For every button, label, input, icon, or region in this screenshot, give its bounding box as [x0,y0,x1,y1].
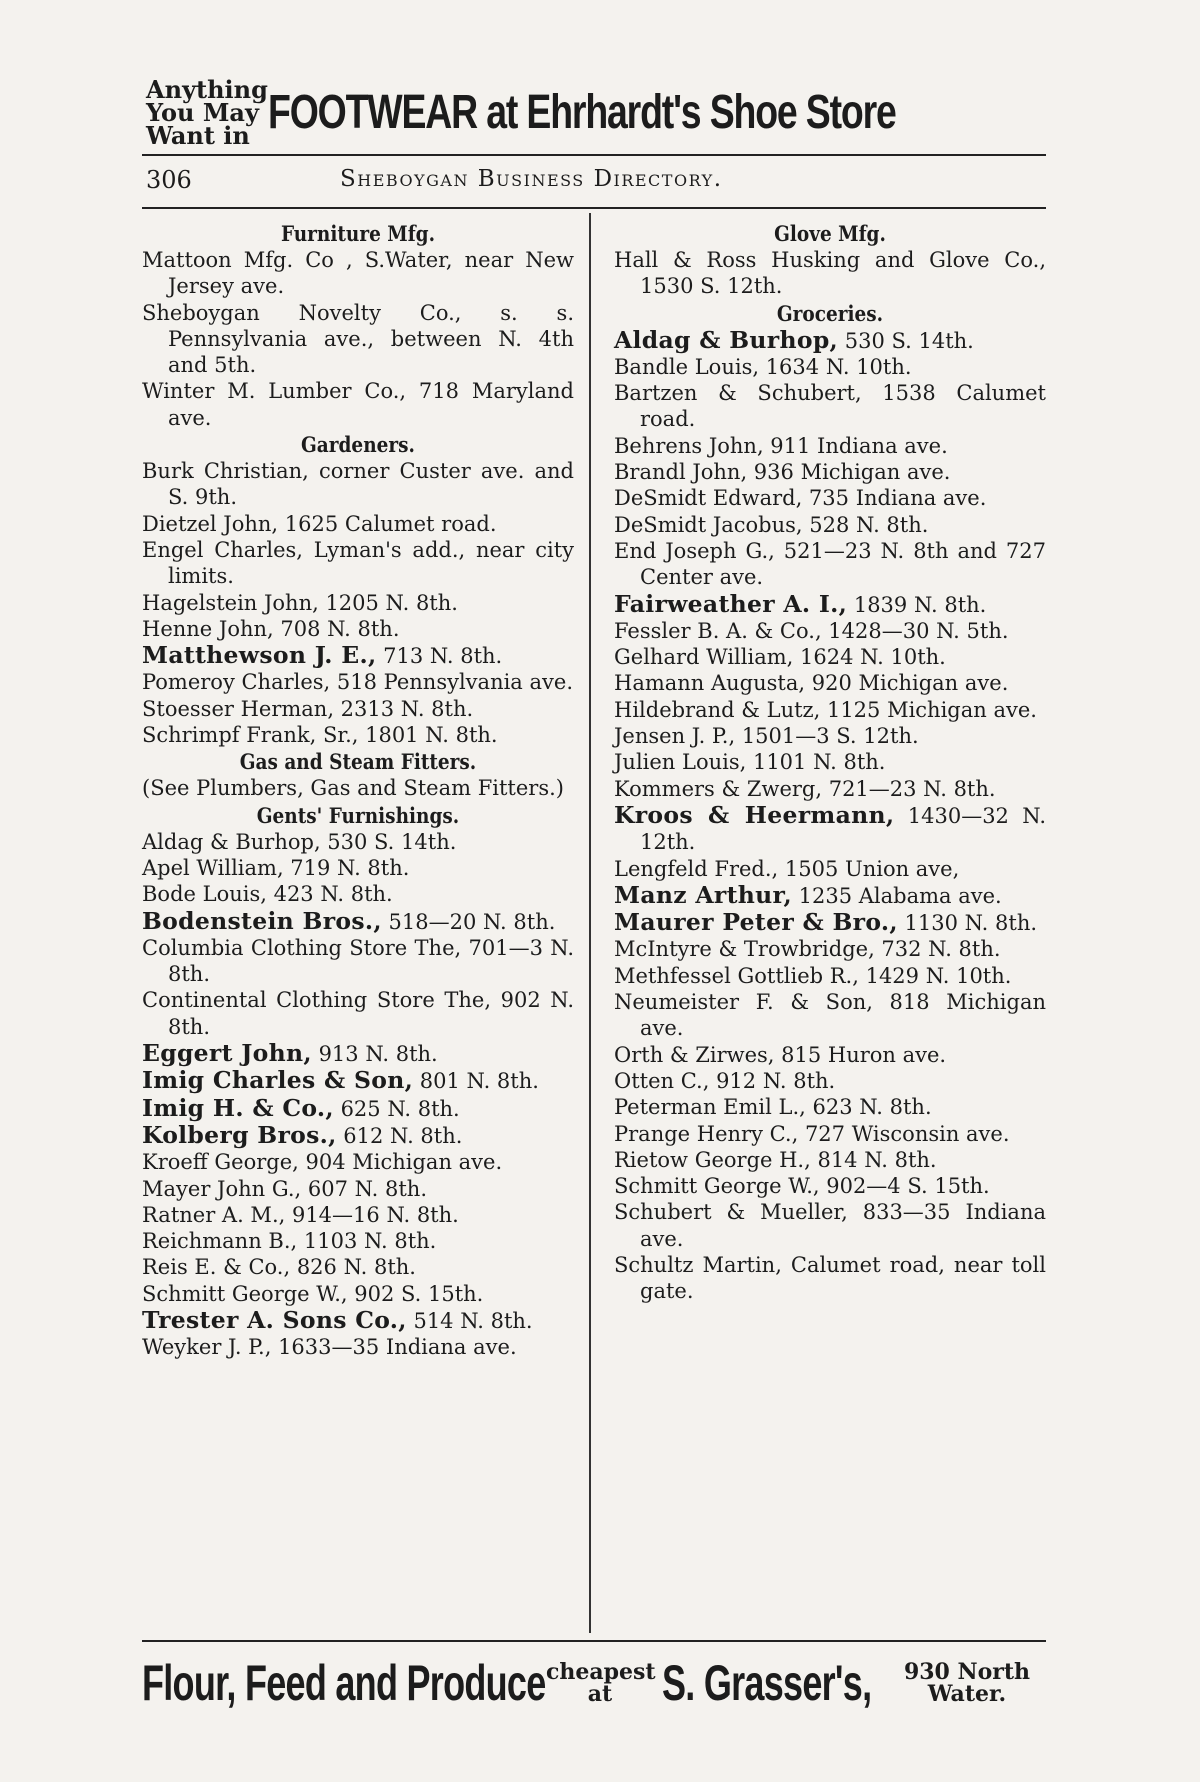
bottom-ad-address: 930 North Water. [903,1659,1031,1707]
directory-entry [614,1147,1046,1173]
directory-entry [614,1068,1046,1094]
top-ad-lead: Anything You May Want in [146,74,268,150]
directory-entry [142,829,574,855]
entry-name: Bartzen & Schubert, 1538 Calumet road. [614,381,1046,432]
directory-entry [614,1042,1046,1068]
directory-entry [142,908,574,935]
entry-name: Hamann Augusta, 920 Michigan ave. [614,671,1009,696]
entry-name: Eggert John, [142,1039,312,1068]
directory-entry [142,1281,574,1307]
entry-name: DeSmidt Jacobus, 528 N. 8th. [614,512,929,537]
entry-address: 514 N. 8th. [406,1308,533,1333]
entry-address: 1430—32 N. 12th. [640,803,1046,855]
top-ad-headline: FOOTWEAR at Ehrhardt's Shoe Store [267,85,896,139]
entry-address: 1839 N. 8th. [847,592,987,617]
directory-entry [614,802,1046,856]
entry-name: Mayer John G., 607 N. 8th. [142,1176,428,1201]
entry-name: Hall & Ross Husking and Glove Co., 1530 S. 12th. [614,248,1046,299]
directory-entry [142,616,574,642]
bottom-ad-name: S. Grasser's, [662,1655,872,1711]
entry-name: Methfessel Gottlieb R., 1429 N. 10th. [614,963,1012,988]
entry-name: Henne John, 708 N. 8th. [142,616,400,641]
directory-entry [142,300,574,379]
entry-address: 1235 Alabama ave. [791,883,1002,908]
entry-name: Apel William, 719 N. 8th. [142,855,410,880]
entry-name: Gelhard William, 1624 N. 10th. [614,645,946,670]
page-title: Sheboygan Business Directory. [340,166,723,192]
entry-name: Maurer Peter & Bro., [614,908,898,937]
directory-entry [614,1252,1046,1305]
entry-address: 713 N. 8th. [376,644,503,669]
directory-entry [614,459,1046,485]
entry-name: Imig Charles & Son, [142,1066,414,1095]
directory-entry [614,776,1046,802]
entry-name: Hildebrand & Lutz, 1125 Michigan ave. [614,697,1037,722]
directory-entry [614,538,1046,591]
entry-name: Hagelstein John, 1205 N. 8th. [142,590,458,615]
directory-entry [142,1254,574,1280]
entry-address: 518—20 N. 8th. [381,909,556,934]
entry-name: Bandle Louis, 1634 N. 10th. [614,354,912,379]
directory-entry [614,644,1046,670]
bottom-ad-middle: cheapest at [546,1659,656,1707]
entry-name: DeSmidt Edward, 735 Indiana ave. [614,486,987,511]
directory-entry [142,881,574,907]
directory-entry [142,590,574,616]
category-heading: Gas and Steam Fitters. [239,749,477,775]
entry-name: Behrens John, 911 Indiana ave. [614,433,948,458]
entry-name: Aldag & Burhop, 530 S. 14th. [142,829,457,854]
entry-name: Imig H. & Co., [142,1093,334,1122]
entry-name: Aldag & Burhop, [614,325,839,354]
directory-entry [614,909,1046,936]
entry-name: Ratner A. M., 914—16 N. 8th. [142,1202,459,1227]
directory-entry [614,856,1046,882]
entry-name: Bode Louis, 423 N. 8th. [142,882,393,907]
directory-entry [142,642,574,669]
directory-entry [142,247,574,300]
directory-entry [142,987,574,1040]
category-heading: Furniture Mfg. [280,221,436,246]
left-column [142,220,574,1361]
entry-name: Neumeister F. & Son, 818 Michigan ave. [614,990,1046,1041]
entry-name: (See Plumbers, Gas and Steam Fitters.) [142,776,564,801]
entry-name: Julien Louis, 1101 N. 8th. [614,750,886,775]
entry-name: Fairweather A. I., [614,589,848,618]
top-ad-rule [142,154,1046,156]
entry-name: Schrimpf Frank, Sr., 1801 N. 8th. [142,723,498,748]
directory-entry [142,511,574,537]
entry-name: End Joseph G., 521—23 N. 8th and 727 Center ave. [614,538,1046,590]
category-heading: Groceries. [776,300,884,326]
directory-entry [142,1122,574,1149]
directory-entry [142,537,574,590]
directory-entry [142,722,574,748]
entry-name: Reis E. & Co., 826 N. 8th. [142,1255,416,1280]
entry-name: Pomeroy Charles, 518 Pennsylvania ave. [142,670,573,695]
entry-name: Brandl John, 936 Michigan ave. [614,460,951,485]
directory-entry [614,591,1046,618]
entry-address: 801 N. 8th. [413,1069,539,1094]
category-heading: Gardeners. [301,432,415,458]
entry-name: Schultz Martin, Calumet road, near toll gate. [614,1252,1046,1304]
directory-entry [614,936,1046,962]
entry-name: Bodenstein Bros., [142,906,382,935]
entry-name: Schubert & Mueller, 833—35 Indiana ave. [614,1200,1046,1251]
entry-address: 530 S. 14th. [838,328,974,353]
page-number: 306 [146,166,192,194]
entry-name: Lengfeld Fred., 1505 Union ave, [614,856,960,881]
directory-entry [614,670,1046,696]
directory-entry [614,380,1046,433]
bottom-ad-headline: Flour, Feed and Produce [142,1655,546,1711]
entry-name: Schmitt George W., 902—4 S. 15th. [614,1174,990,1199]
right-column [614,220,1046,1305]
bottom-ad-rule [142,1640,1046,1642]
entry-name: Jensen J. P., 1501—3 S. 12th. [614,724,919,749]
entry-name: Peterman Emil L., 623 N. 8th. [614,1095,932,1120]
entry-name: Orth & Zirwes, 815 Huron ave. [614,1042,947,1067]
directory-entry [142,1095,574,1122]
directory-entry [142,696,574,722]
directory-entry [142,855,574,881]
entry-name: Continental Clothing Store The, 902 N. 8th. [142,988,574,1039]
entry-name: Prange Henry C., 727 Wisconsin ave. [614,1121,1010,1146]
entry-name: Columbia Clothing Store The, 701—3 N. 8th. [142,935,574,987]
directory-entry [614,1173,1046,1199]
entry-name: Weyker J. P., 1633—35 Indiana ave. [142,1335,517,1360]
directory-entry [614,1094,1046,1120]
directory-entry [614,327,1046,354]
directory-entry [142,378,574,431]
entry-name: Engel Charles, Lyman's add., near city limits. [142,537,574,589]
entry-address: 612 N. 8th. [336,1123,463,1148]
directory-entry [614,697,1046,723]
entry-name: Kolberg Bros., [142,1120,337,1149]
directory-entry [614,485,1046,511]
entry-name: Mattoon Mfg. Co , S.Water, near New Jersey ave. [142,248,574,299]
bottom-advertisement [142,1650,1046,1716]
directory-entry [142,1149,574,1175]
directory-entry [142,669,574,695]
directory-entry [614,1199,1046,1252]
category-heading: Gents' Furnishings. [256,802,460,828]
entry-address: 625 N. 8th. [333,1096,460,1121]
directory-entry [142,935,574,988]
entry-name: Rietow George H., 814 N. 8th. [614,1147,937,1172]
directory-entry [614,749,1046,775]
directory-entry [142,1334,574,1360]
entry-name: Manz Arthur, [614,880,792,909]
directory-entry [614,723,1046,749]
entry-name: Sheboygan Novelty Co., s. s. Pennsylvania ave., between N. 4th and 5th. [142,300,574,378]
entry-name: McIntyre & Trowbridge, 732 N. 8th. [614,937,1001,962]
entry-name: Winter M. Lumber Co., 718 Maryland ave. [142,379,574,430]
entry-name: Fessler B. A. & Co., 1428—30 N. 5th. [614,618,1009,643]
entry-name: Burk Christian, corner Custer ave. and S. 9th. [142,459,574,510]
entry-name: Dietzel John, 1625 Calumet road. [142,511,497,536]
top-advertisement [146,74,1046,150]
column-divider [589,213,591,1633]
directory-entry [142,1176,574,1202]
directory-entry [142,1307,574,1334]
directory-entry [142,458,574,511]
entry-name: Schmitt George W., 902 S. 15th. [142,1281,484,1306]
entry-name: Kommers & Zwerg, 721—23 N. 8th. [614,776,996,801]
directory-entry [614,963,1046,989]
entry-name: Trester A. Sons Co., [142,1305,407,1334]
directory-entry [614,247,1046,300]
directory-entry [142,1040,574,1067]
directory-entry [614,1121,1046,1147]
directory-entry [614,882,1046,909]
directory-entry [614,433,1046,459]
entry-name: Otten C., 912 N. 8th. [614,1068,836,1093]
cross-reference-note [142,775,574,801]
entry-name: Reichmann B., 1103 N. 8th. [142,1229,437,1254]
entry-address: 1130 N. 8th. [897,911,1038,936]
directory-entry [614,989,1046,1042]
directory-entry [142,1228,574,1254]
directory-entry [614,618,1046,644]
entry-name: Kroos & Heermann, [614,800,895,829]
entry-name: Stoesser Herman, 2313 N. 8th. [142,696,474,721]
header-rule [142,207,1046,209]
entry-address: 913 N. 8th. [311,1042,438,1067]
directory-entry [142,1202,574,1228]
entry-name: Kroeff George, 904 Michigan ave. [142,1150,503,1175]
category-heading: Glove Mfg. [774,221,886,246]
directory-entry [142,1067,574,1094]
directory-entry [614,512,1046,538]
entry-name: Matthewson J. E., [142,641,377,670]
directory-entry [614,354,1046,380]
